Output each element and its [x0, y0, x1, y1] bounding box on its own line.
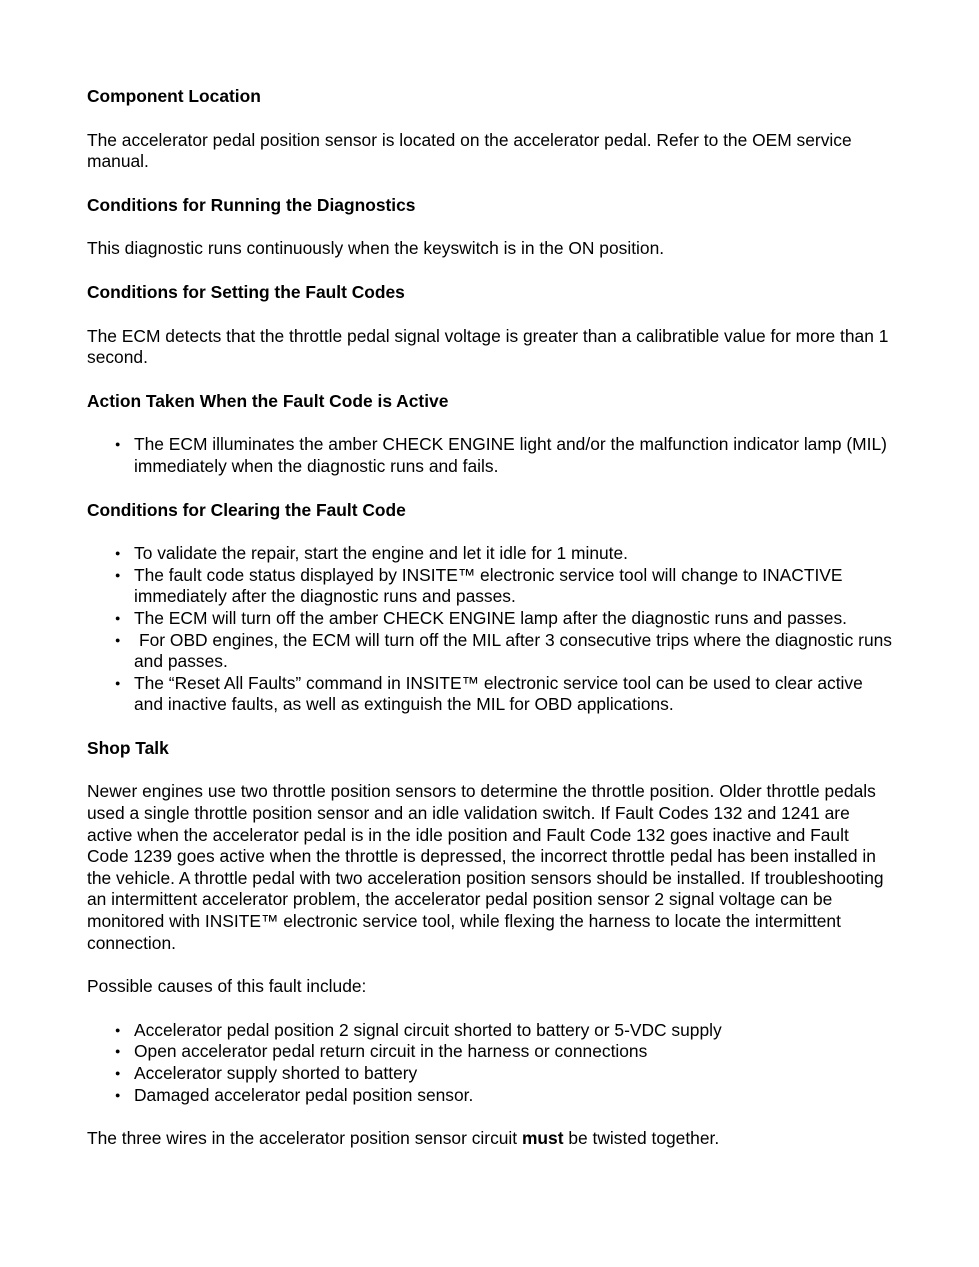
list-item: ● Damaged accelerator pedal position sensor. — [87, 1085, 892, 1107]
list-action-taken — [87, 434, 892, 477]
list-clearing-fault-code — [87, 543, 892, 716]
heading-shop-talk: Shop Talk — [87, 737, 169, 758]
text-component-location: The accelerator pedal position sensor is located on the accelerator pedal. Refer to the OEM service manual. — [87, 129, 852, 172]
list-item: ● The ECM illuminates the amber CHECK ENGINE light and/or the malfunction indicator lamp (MIL) immediately when the diagnostic runs and fails. — [87, 434, 892, 477]
list-item-text: For OBD engines, the ECM will turn off the MIL after 3 consecutive trips where the diagnostic runs and passes. — [134, 629, 892, 672]
final-note-emphasis: must — [521, 1128, 564, 1149]
list-item: ● Accelerator supply shorted to battery — [87, 1063, 892, 1085]
heading-component-location: Component Location — [87, 86, 261, 106]
heading-clearing-fault-code: Conditions for Clearing the Fault Code — [87, 499, 406, 520]
text-causes-intro: Possible causes of this fault include: — [87, 976, 367, 997]
list-item: ● Accelerator pedal position 2 signal circuit shorted to battery or 5-VDC supply — [87, 1020, 892, 1042]
text-running-diagnostics: This diagnostic runs continuously when the keyswitch is in the ON position. — [87, 238, 665, 259]
list-item: ● The “Reset All Faults” command in INSITE™ electronic service tool can be used to clear active and inactive faults, as well as extinguish the MIL for OBD applications. — [87, 673, 892, 716]
text-setting-fault-codes: The ECM detects that the throttle pedal signal voltage is greater than a calibratible value for more than 1 second. — [87, 325, 889, 368]
list-item: ● Open accelerator pedal return circuit in the harness or connections — [87, 1041, 892, 1063]
list-item: ● The ECM will turn off the amber CHECK ENGINE lamp after the diagnostic runs and passes. — [87, 608, 892, 630]
text-shop-talk: Newer engines use two throttle position sensors to determine the throttle position. Older throttle pedals used a single throttle position sensor and an idle validation switch. If Fault Codes 132 and 1241 are active when the accelerator pedal is in the idle position and Fault Code 132 goes inactive and Fault Code 1239 goes active when the throttle is depressed, the incorrect throttle pedal has been installed in the vehicle. A throttle pedal with two acceleration position sensors should be installed. If troubleshooting an intermittent accelerator problem, the accelerator pedal position sensor 2 signal voltage can be monitored with INSITE™ electronic service tool, while flexing the harness to locate the intermittent connection. — [87, 781, 884, 953]
heading-running-diagnostics: Conditions for Running the Diagnostics — [87, 194, 416, 215]
text-final-note — [87, 1128, 892, 1150]
list-item: ● The fault code status displayed by INSITE™ electronic service tool will change to INACTIVE immediately after the diagnostic runs and passes. — [87, 565, 892, 608]
document-page — [87, 86, 892, 1172]
list-item: ● To validate the repair, start the engine and let it idle for 1 minute. — [87, 543, 892, 565]
list-item — [87, 630, 892, 673]
final-note-before: The three wires in the accelerator position sensor circuit — [87, 1128, 522, 1149]
final-note-after: be twisted together. — [563, 1128, 720, 1149]
heading-setting-fault-codes: Conditions for Setting the Fault Codes — [87, 281, 405, 302]
list-possible-causes — [87, 1020, 892, 1106]
heading-action-taken: Action Taken When the Fault Code is Active — [87, 390, 449, 411]
